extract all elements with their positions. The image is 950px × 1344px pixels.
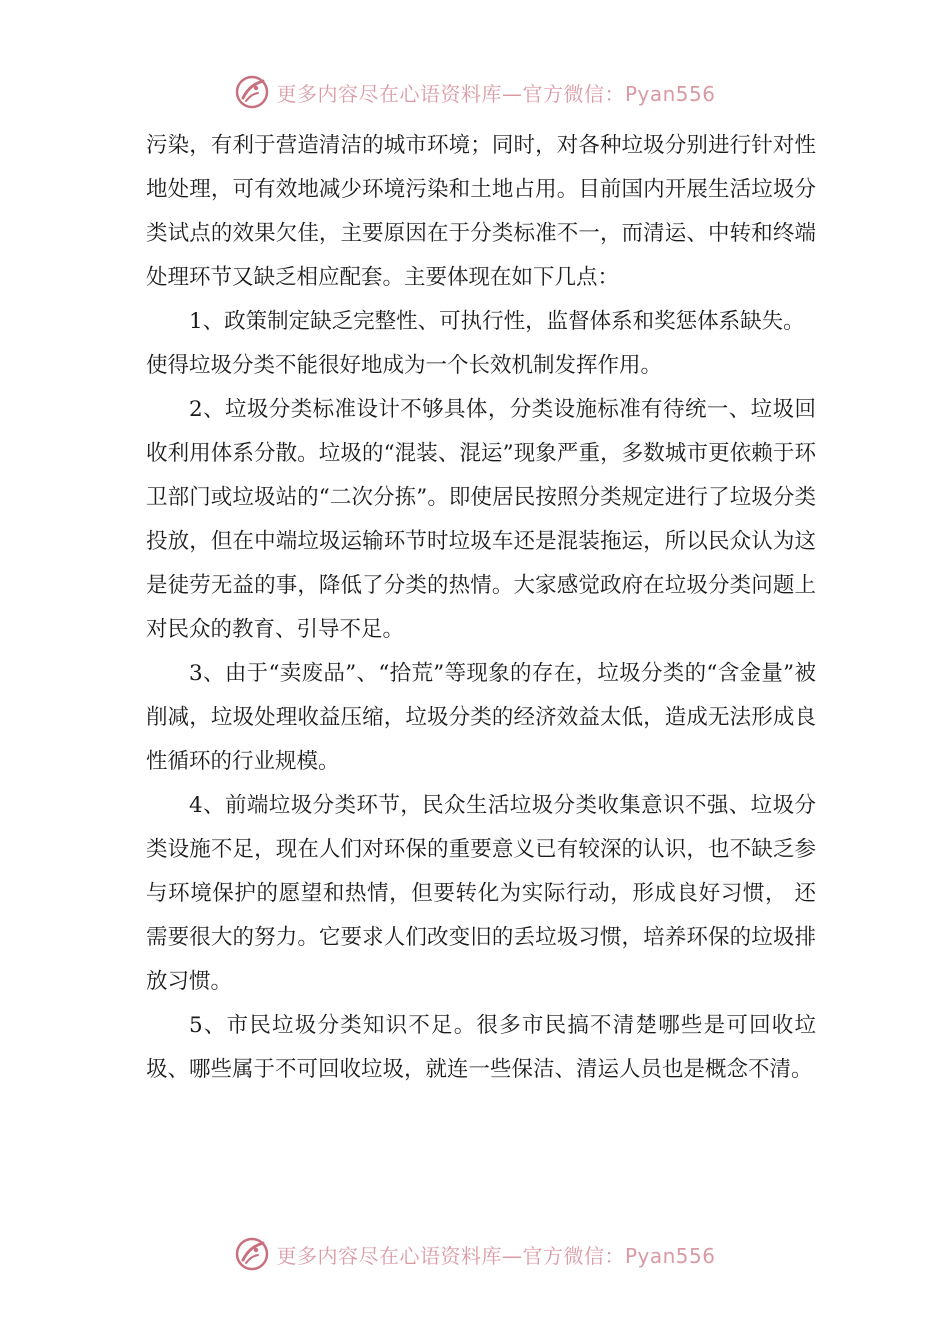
header-banner-text: 更多内容尽在心语资料库—官方微信：Pyan556 [276, 81, 716, 106]
paragraph-point-5: 5、市民垃圾分类知识不足。很多市民搞不清楚哪些是可回收垃圾、哪些属于不可回收垃圾，就连一些保洁、清运人员也是概念不清。 [146, 1013, 816, 1082]
document-body [146, 124, 816, 1092]
paragraph-point-1-continued: 使得垃圾分类不能很好地成为一个长效机制发挥作用。 [146, 353, 663, 378]
paragraph-point-2: 2、垃圾分类标准设计不够具体，分类设施标准有待统一、垃圾回收利用体系分散。垃圾的“混装、混运”现象严重，多数城市更依赖于环卫部门或垃圾站的“二次分拣”。即使居民按照分类规定进行了垃圾分类投放，但在中端垃圾运输环节时垃圾车还是混装拖运，所以民众认为这是徒劳无益的事，降低了分类的热情。大家感觉政府在垃圾分类问题上对民众的教育、引导不足。 [146, 397, 816, 642]
footer-banner [0, 1234, 950, 1274]
footer-banner-text: 更多内容尽在心语资料库—官方微信：Pyan556 [276, 1243, 716, 1268]
paragraph-point-4: 4、前端垃圾分类环节，民众生活垃圾分类收集意识不强、垃圾分类设施不足，现在人们对环保的重要意义已有较深的认识，也不缺乏参与环境保护的愿望和热情，但要转化为实际行动，形成良好习惯， 还需要很大的努力。它要求人们改变旧的丢垃圾习惯，培养环保的垃圾排放习惯。 [146, 793, 816, 994]
paragraph-intro: 污染，有利于营造清洁的城市环境；同时，对各种垃圾分别进行针对性地处理，可有效地减少环境污染和土地占用。目前国内开展生活垃圾分类试点的效果欠佳，主要原因在于分类标准不一，而清运、中转和终端处理环节又缺乏相应配套。主要体现在如下几点： [146, 133, 816, 290]
paragraph-point-1: 1、政策制定缺乏完整性、可执行性，监督体系和奖惩体系缺失。 [189, 309, 805, 334]
header-banner [0, 72, 950, 112]
paragraph-point-3: 3、由于“卖废品”、“拾荒”等现象的存在，垃圾分类的“含金量”被削减，垃圾处理收益压缩，垃圾分类的经济效益太低，造成无法形成良性循环的行业规模。 [146, 661, 816, 774]
ink-brush-logo-icon [234, 74, 270, 110]
ink-brush-logo-icon [234, 1236, 270, 1272]
